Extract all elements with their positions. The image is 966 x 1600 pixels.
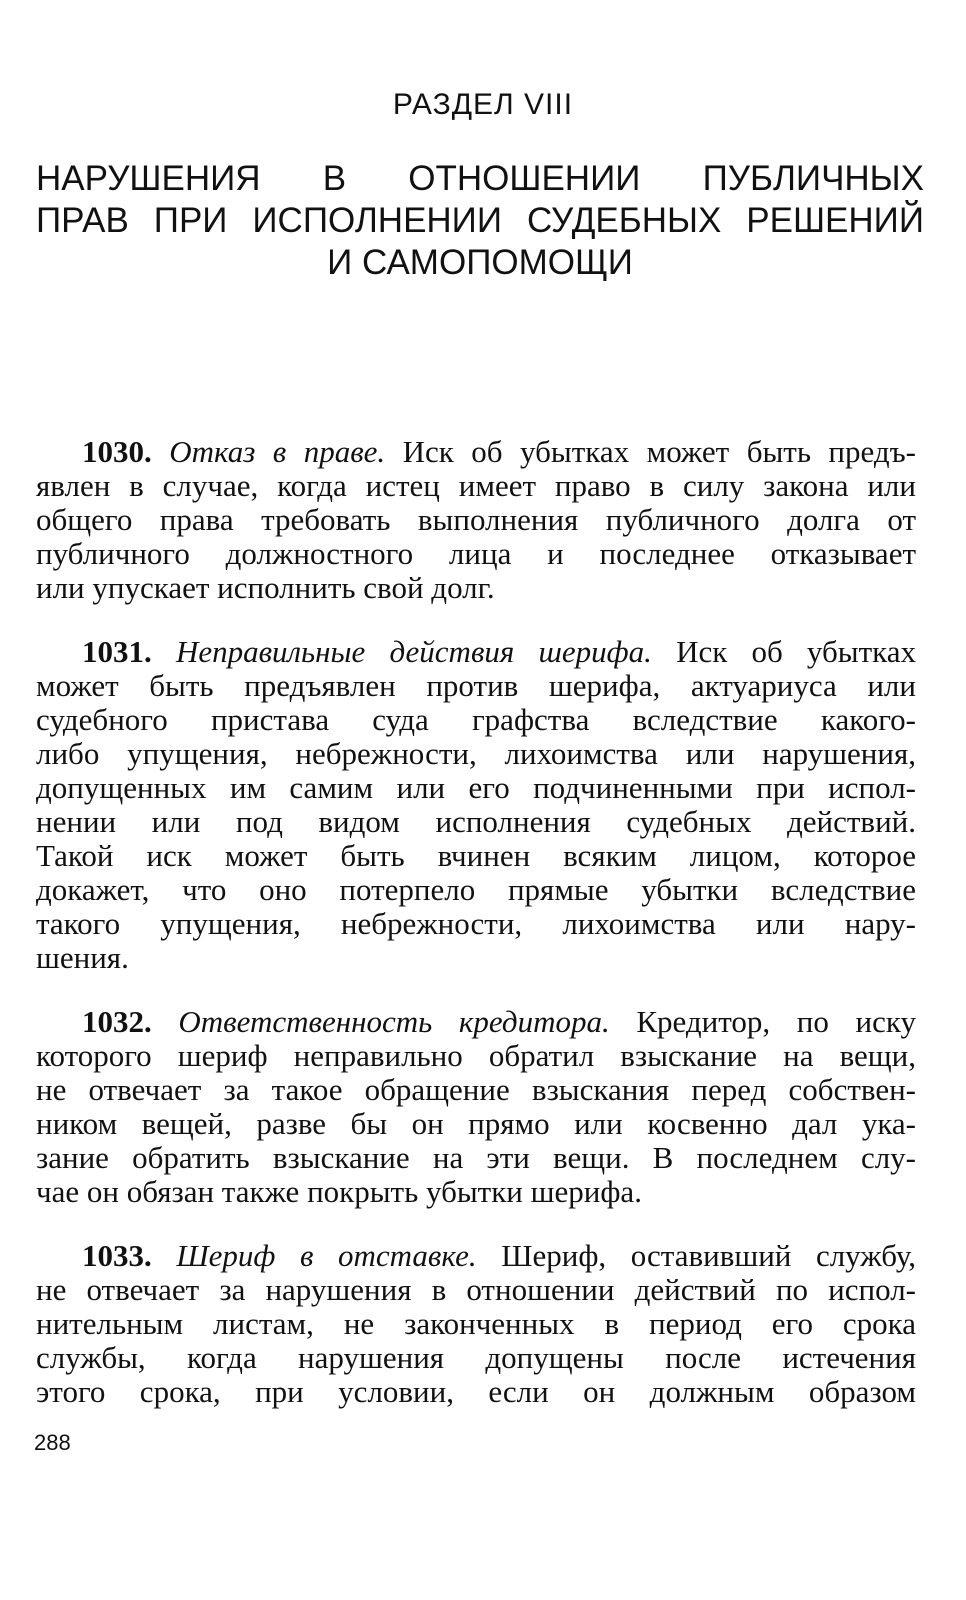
paragraph-line: этого срока, при условии, если он должным образом (36, 1374, 916, 1409)
paragraph-line: службы, когда нарушения допущены после истечения (36, 1340, 916, 1375)
paragraph-line (36, 635, 916, 669)
page-number: 288 (34, 1430, 71, 1455)
paragraph-line: нительным листам, не законченных в период его срока (36, 1306, 916, 1341)
paragraph-line: не отвечает за такое обращение взыскания перед собствен- (36, 1072, 916, 1107)
paragraph-line: которого шериф неправильно обратил взыскание на вещи, (36, 1038, 916, 1073)
paragraph-text: Иск об убытках (676, 634, 917, 669)
paragraph-text: Шериф, оставивший службу, (501, 1238, 917, 1273)
section-title-line: НАРУШЕНИЯ В ОТНОШЕНИИ ПУБЛИЧНЫХ (36, 159, 924, 198)
paragraph-number: 1031. (82, 634, 152, 669)
paragraph-line (36, 1239, 916, 1273)
paragraph-title: Неправильные действия шерифа. (175, 634, 652, 669)
paragraph-line: докажет, что оно потерпело прямые убытки вследствие (36, 872, 916, 907)
paragraph-line: зание обратить взыскание на эти вещи. В последнем слу- (36, 1140, 916, 1175)
paragraph-line: или упускает исполнить свой долг. (36, 570, 495, 605)
paragraph-line: публичного должностного лица и последнее отказывает (36, 536, 916, 571)
paragraph-line: либо упущения, небрежности, лихоимства или нарушения, (36, 736, 916, 771)
paragraph-line: не отвечает за нарушения в отношении действий по испол- (36, 1272, 916, 1307)
paragraph-line: шения. (36, 940, 129, 975)
paragraph-line: чае он обязан также покрыть убытки шерифа. (36, 1174, 642, 1209)
paragraph-title: Ответственность кредитора. (178, 1004, 610, 1039)
paragraph-text: Кредитор, по иску (636, 1004, 917, 1039)
section-title (36, 158, 924, 284)
paragraph-line: Такой иск может быть вчинен всяким лицом, которое (36, 838, 916, 873)
paragraph-line (36, 435, 916, 469)
paragraph-line: ником вещей, разве бы он прямо или косвенно дал ука- (36, 1106, 916, 1141)
section-title-line: ПРАВ ПРИ ИСПОЛНЕНИИ СУДЕБНЫХ РЕШЕНИЙ (36, 201, 924, 240)
paragraph-1032 (36, 1005, 916, 1209)
section-title-line: И САМОПОМОЩИ (327, 243, 633, 282)
paragraph-line: такого упущения, небрежности, лихоимства или нару- (36, 906, 916, 941)
paragraph-title: Шериф в отставке. (176, 1238, 477, 1273)
paragraph-text: Иск об убытках может быть предъ- (402, 434, 917, 469)
paragraph-line: судебного пристава суда графства вследствие какого- (36, 702, 916, 737)
paragraph-number: 1030. (82, 434, 152, 469)
paragraph-line: нении или под видом исполнения судебных действий. (36, 804, 916, 839)
paragraph-line (36, 1005, 916, 1039)
paragraph-line: явлен в случае, когда истец имеет право в силу закона или (36, 468, 916, 503)
paragraph-line: может быть предъявлен против шерифа, актуариуса или (36, 668, 916, 703)
paragraph-1030 (36, 435, 916, 605)
paragraph-number: 1032. (82, 1004, 152, 1039)
paragraph-line: допущенных им самим или его подчиненными при испол- (36, 770, 916, 805)
paragraph-1033 (36, 1239, 916, 1409)
paragraph-1031 (36, 635, 916, 975)
paragraph-title: Отказ в праве. (169, 434, 386, 469)
body-text (36, 435, 916, 1439)
paragraph-line: общего права требовать выполнения публичного долга от (36, 502, 916, 537)
section-label: РАЗДЕЛ VIII (392, 88, 574, 121)
paragraph-number: 1033. (82, 1238, 152, 1273)
